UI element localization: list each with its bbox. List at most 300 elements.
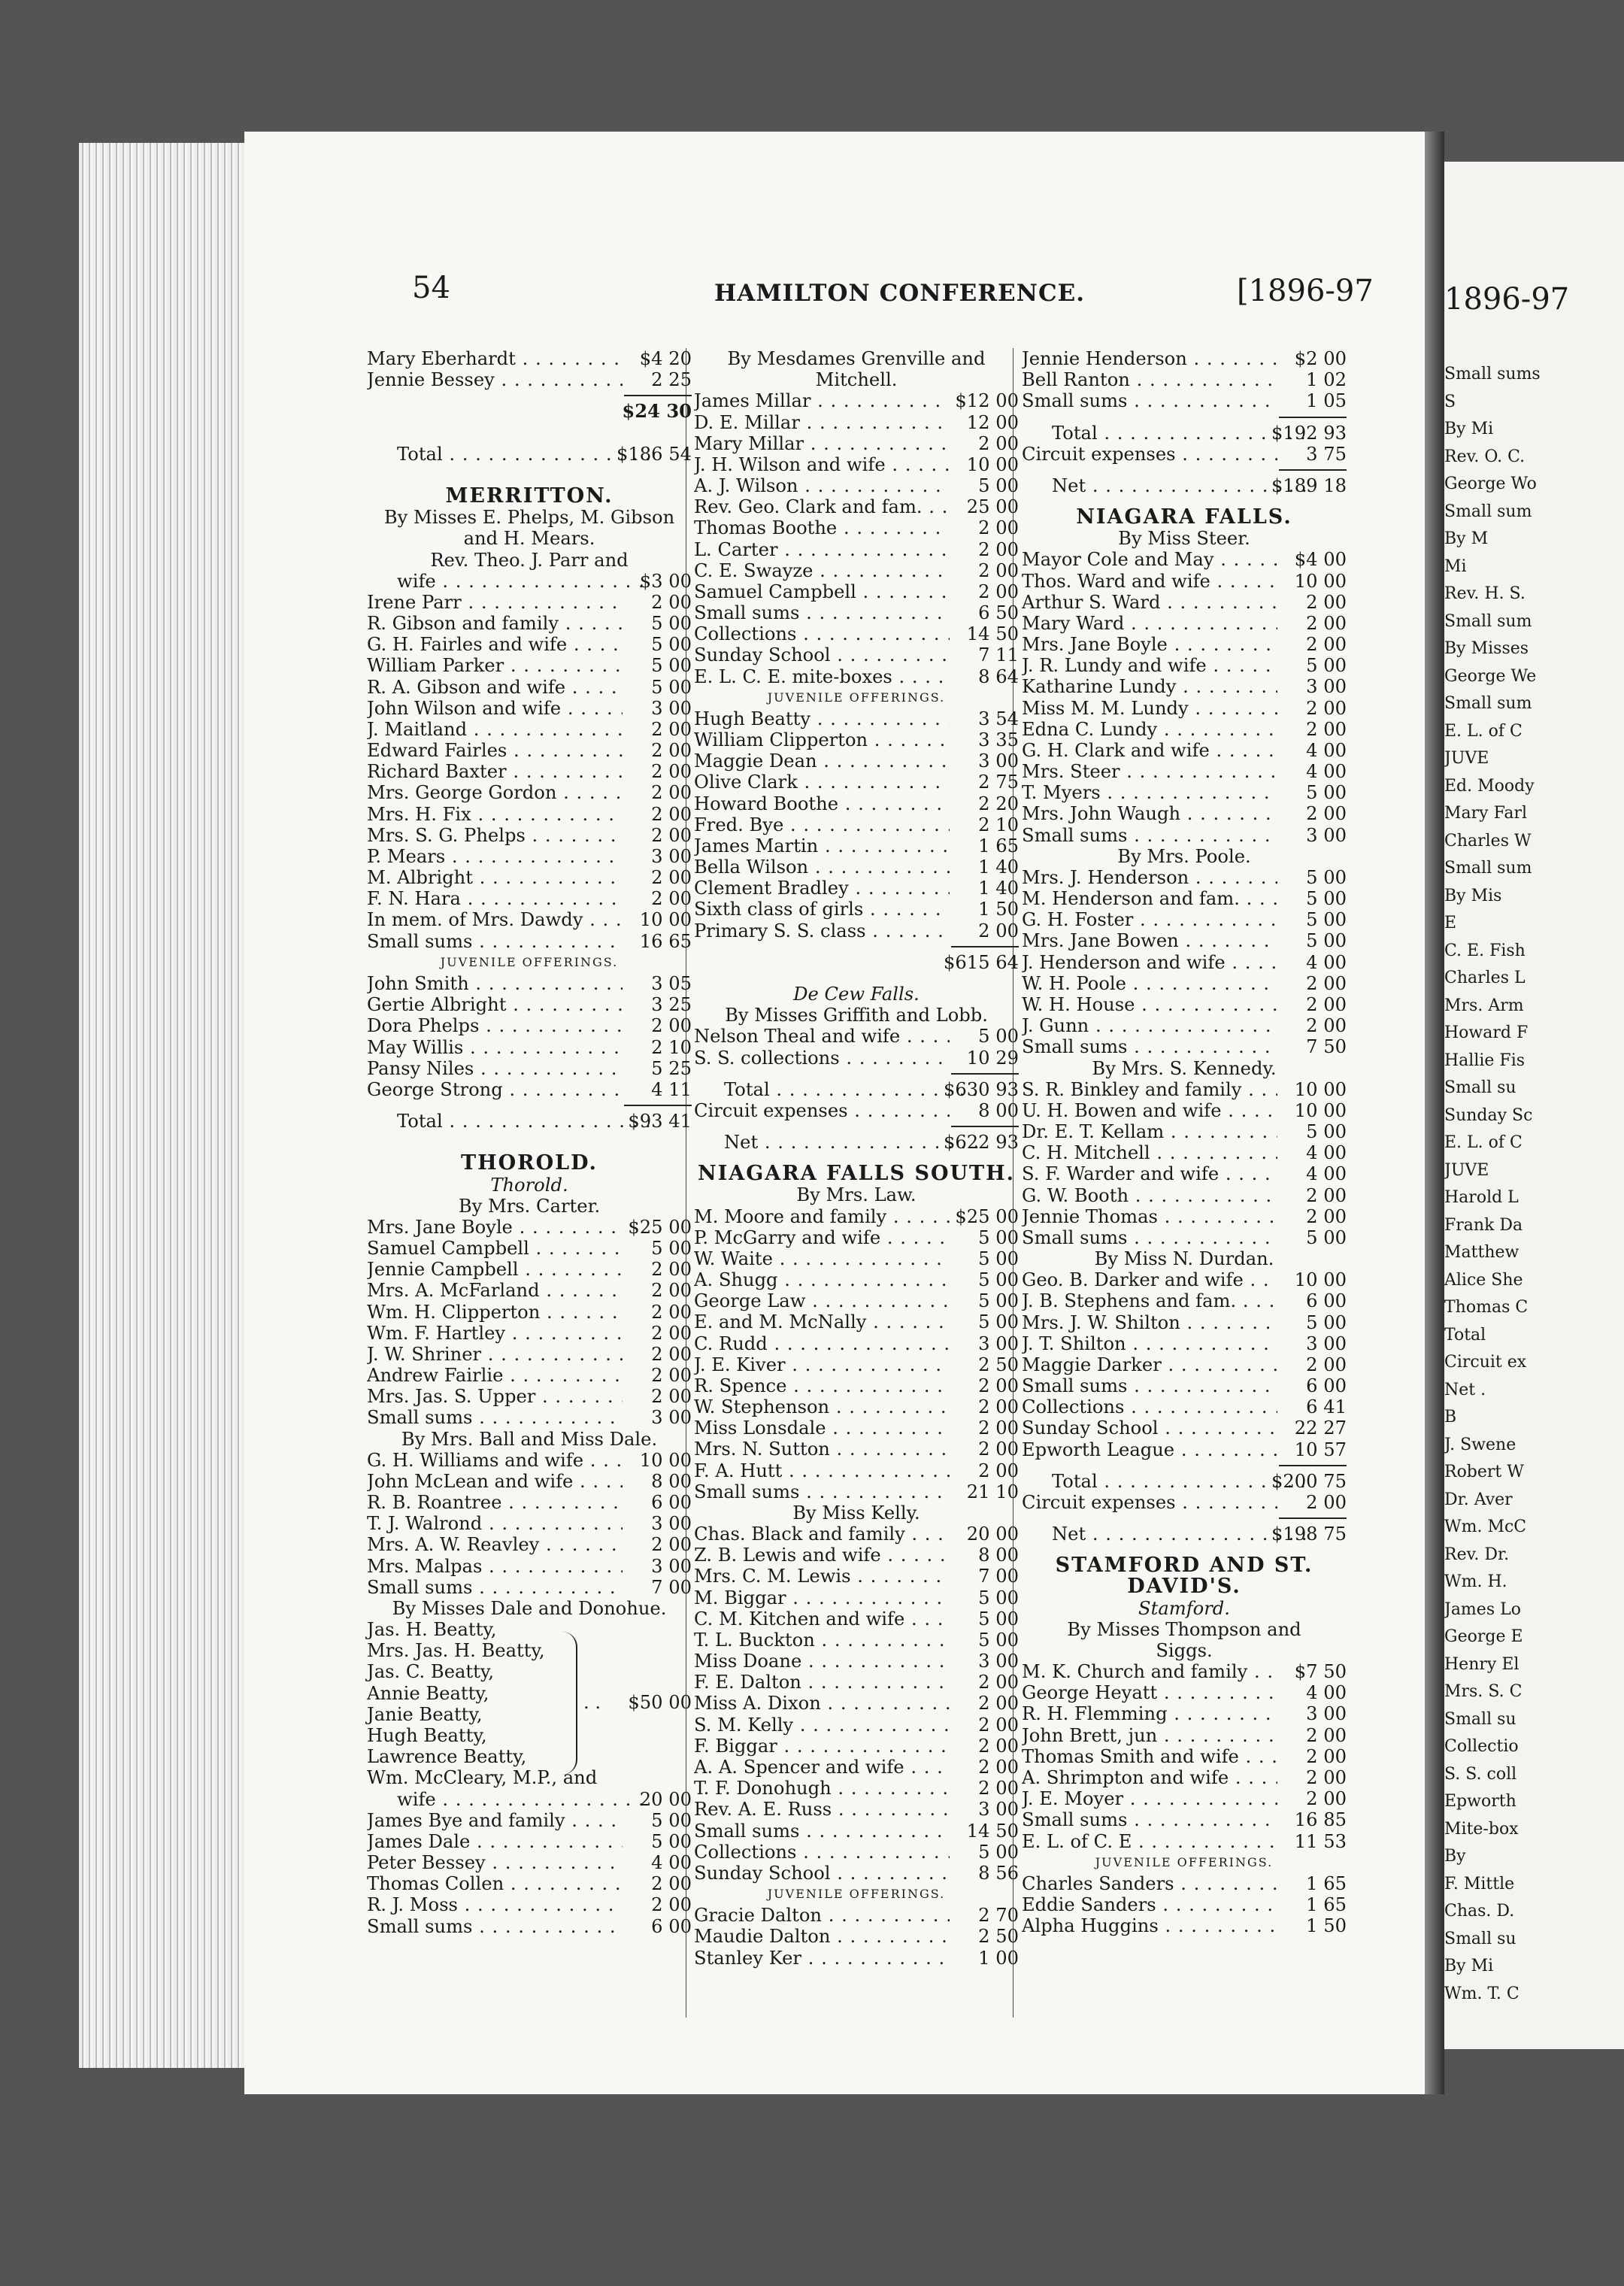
entry-amount: $186 54: [616, 443, 692, 465]
entry-amount: 2 70: [978, 1905, 1019, 1927]
ledger-entry: [367, 401, 692, 422]
next-page-line: Small su: [1444, 1929, 1516, 1948]
entry-amount: 10 00: [1294, 1078, 1347, 1100]
entry-amount: $630 93: [943, 1078, 1019, 1100]
entry-amount: 3 00: [651, 845, 692, 867]
entry-name: A. Shugg . . .: [694, 1269, 950, 1290]
collector-line: By Misses Thompson and: [1067, 1618, 1301, 1640]
entry-name: M. Albright . . .: [367, 867, 623, 888]
entry-name: Thos. Ward and wife . . .: [1022, 571, 1277, 592]
entry-name: Eddie Sanders . . .: [1022, 1894, 1277, 1915]
ledger-entry: [694, 644, 1019, 665]
entry-amount: 8 00: [978, 1099, 1019, 1121]
entry-amount: 2 00: [651, 1322, 692, 1344]
ledger-entry: [367, 1789, 692, 1810]
sum-rule: [367, 1100, 692, 1111]
entry-name: W. Stephenson . . .: [694, 1396, 950, 1417]
ledger-entry: [367, 740, 692, 761]
ledger-entry: [367, 888, 692, 909]
entry-amount: 3 54: [978, 708, 1019, 729]
next-page-line: JUVE: [1444, 749, 1489, 768]
entry-amount: 22 27: [1294, 1417, 1347, 1439]
entry-name: R. J. Moss . . .: [367, 1894, 623, 1915]
ledger-entry: [694, 1227, 1019, 1248]
entry-name: R. Gibson and family . . .: [367, 613, 623, 634]
entry-name: Gertie Albright . . .: [367, 994, 623, 1015]
entry-amount: 5 00: [978, 1841, 1019, 1863]
entry-amount: 5 00: [978, 1226, 1019, 1248]
ledger-entry: [694, 952, 1019, 973]
circuit-heading: NIAGARA FALLS.: [1076, 507, 1292, 529]
entry-name: E. L. C. E. mite-boxes . . .: [694, 666, 950, 687]
ledger-entry: [1022, 592, 1347, 613]
next-page-line: By Mis: [1444, 886, 1502, 905]
entry-name: Miss Doane . . .: [694, 1651, 950, 1672]
entry-name: Mrs. N. Sutton . . .: [694, 1439, 950, 1460]
entry-name: Sixth class of girls . . .: [694, 899, 950, 920]
entry-name: Mrs. Jane Bowen . . .: [1022, 930, 1277, 951]
entry-amount: 5 00: [978, 1248, 1019, 1269]
entry-amount: 10 29: [966, 1047, 1019, 1069]
ledger-entry: [1022, 1767, 1347, 1788]
ledger-entry: [1022, 1809, 1347, 1830]
next-page-line: S: [1444, 392, 1456, 411]
entry-amount: 6 41: [1306, 1396, 1347, 1418]
ledger-entry: [694, 475, 1019, 496]
ledger-entry: [367, 719, 692, 740]
juvenile-offerings-heading: JUVENILE OFFERINGS.: [767, 690, 946, 705]
ledger-entry: [1022, 390, 1347, 411]
entry-name: Pansy Niles . . .: [367, 1058, 623, 1079]
entry-name: John McLean and wife . . .: [367, 1471, 623, 1492]
entry-name: Mary Millar . . .: [694, 433, 950, 454]
entry-amount: 2 00: [1306, 612, 1347, 634]
ledger-entry: [1022, 1375, 1347, 1396]
entry-amount: 2 00: [978, 920, 1019, 941]
ledger-entry: [1022, 1142, 1347, 1163]
ledger-entry: [694, 602, 1019, 623]
ledger-entry: [1022, 930, 1347, 951]
book-page-edges: [79, 143, 267, 2068]
entry-amount: 5 00: [651, 1238, 692, 1260]
entry-amount: 5 00: [1306, 909, 1347, 931]
ledger-entry: [367, 1079, 692, 1100]
entry-name: Collections . . .: [1022, 1396, 1277, 1417]
entry-amount: 6 00: [651, 1492, 692, 1514]
ledger-entry: [1022, 719, 1347, 740]
ledger-entry: [367, 444, 692, 465]
ledger-entry: [367, 804, 692, 825]
entry-amount: 4 00: [1306, 951, 1347, 973]
next-page-line: George E: [1444, 1627, 1523, 1646]
entry-name: Jennie Henderson . . .: [1022, 348, 1277, 369]
entry-amount: 1 02: [1306, 369, 1347, 391]
entry-name: In mem. of Mrs. Dawdy . . .: [367, 909, 623, 930]
ledger-entry: [367, 613, 692, 634]
next-page-line: Chas. D.: [1444, 1902, 1515, 1921]
entry-amount: 5 00: [978, 1608, 1019, 1630]
spacer: [367, 423, 692, 444]
ledger-entry: [367, 994, 692, 1015]
entry-amount: 5 00: [978, 1026, 1019, 1047]
entry-amount: 3 00: [651, 697, 692, 719]
entry-name: wife . . .: [397, 571, 653, 592]
ledger-name-line: Jas. C. Beatty,: [367, 1661, 495, 1683]
brace-leader: . .: [583, 1692, 601, 1714]
ledger-entry: [1022, 1471, 1347, 1492]
entry-amount: $192 93: [1271, 422, 1347, 444]
ledger-entry: [694, 1206, 1019, 1227]
entry-name: R. Spence . . .: [694, 1375, 950, 1396]
next-page-line: Howard F: [1444, 1023, 1529, 1042]
ledger-entry: [694, 517, 1019, 538]
ledger-entry: [1022, 867, 1347, 888]
ledger-entry: [694, 1714, 1019, 1736]
ledger-entry: [367, 698, 692, 719]
entry-amount: $2 00: [1294, 348, 1347, 369]
column-1: [367, 348, 692, 1937]
entry-name: Total . . .: [1052, 423, 1307, 444]
entry-name: Maggie Dean . . .: [694, 750, 950, 772]
next-page-line: Charles L: [1444, 969, 1526, 987]
entry-amount: 10 00: [1294, 1269, 1347, 1291]
ledger-name-line: Annie Beatty,: [367, 1682, 489, 1704]
entry-name: L. Carter . . .: [694, 539, 950, 560]
appointment-subheading: Thorold.: [490, 1174, 568, 1196]
ledger-entry: [367, 1217, 692, 1238]
entry-amount: $615 64: [943, 951, 1019, 973]
entry-amount: 5 00: [1306, 1121, 1347, 1143]
entry-name: Small sums . . .: [1022, 1809, 1277, 1830]
entry-name: Nelson Theal and wife . . .: [694, 1026, 950, 1047]
sum-rule: [694, 1069, 1019, 1079]
collector-line: By Mrs. Poole.: [1117, 845, 1251, 867]
entry-amount: 2 00: [978, 1417, 1019, 1439]
entry-name: Small sums . . .: [367, 931, 623, 952]
entry-name: William Clipperton . . .: [694, 729, 950, 750]
entry-name: Wm. H. Clipperton . . .: [367, 1302, 623, 1323]
entry-name: Total . . .: [724, 1079, 980, 1100]
ledger-entry: [694, 1100, 1019, 1121]
entry-amount: 12 00: [966, 411, 1019, 433]
ledger-entry: [1022, 1661, 1347, 1682]
next-page-line: C. E. Fish: [1444, 941, 1526, 960]
entry-amount: 2 00: [1306, 697, 1347, 719]
collector-line: By Mrs. Ball and Miss Dale.: [401, 1428, 658, 1450]
collector-line: By Misses E. Phelps, M. Gibson: [383, 507, 675, 529]
entry-amount: 10 00: [639, 909, 692, 931]
entry-name: S. S. collections . . .: [694, 1047, 950, 1069]
entry-amount: 4 00: [1306, 1163, 1347, 1185]
entry-amount: $7 50: [1294, 1661, 1347, 1683]
entry-amount: 3 00: [1306, 676, 1347, 698]
ledger-entry: [1022, 782, 1347, 803]
ledger-entry: [367, 1302, 692, 1323]
entry-amount: 2 00: [978, 517, 1019, 539]
entry-amount: $25 00: [628, 1216, 692, 1238]
entry-amount: 7 11: [978, 644, 1019, 666]
ledger-entry: [694, 581, 1019, 602]
entry-amount: 1 65: [978, 835, 1019, 856]
next-page-line: Dr. Aver: [1444, 1490, 1513, 1509]
collector-line: By Misses Dale and Donohue.: [392, 1597, 667, 1619]
ledger-entry: [694, 1587, 1019, 1608]
ledger-entry: [1022, 1312, 1347, 1333]
entry-amount: 20 00: [639, 1788, 692, 1810]
entry-amount: 5 00: [1306, 930, 1347, 952]
next-page-line: Wm. T. C: [1444, 1984, 1519, 2003]
ledger-entry: [694, 1290, 1019, 1311]
entry-amount: 2 00: [1306, 718, 1347, 740]
ledger-entry: [367, 931, 692, 952]
entry-amount: 5 00: [1306, 866, 1347, 888]
ledger-name-line: Janie Beatty,: [367, 1703, 483, 1725]
next-page-line: Small sum: [1444, 611, 1532, 631]
entry-name: D. E. Millar . . .: [694, 412, 950, 433]
entry-name: Samuel Campbell . . .: [367, 1238, 623, 1259]
ledger-entry: [1022, 1206, 1347, 1227]
ledger-entry: [367, 1810, 692, 1831]
ledger-entry: [1022, 825, 1347, 846]
entry-name: Hugh Beatty . . .: [694, 708, 950, 729]
entry-name: Small sums . . .: [1022, 825, 1277, 846]
entry-name: Peter Bessey . . .: [367, 1852, 623, 1873]
next-page-line: E. L. of C: [1444, 1133, 1522, 1152]
next-page-line: Mary Farl: [1444, 804, 1528, 823]
entry-amount: 2 00: [978, 1757, 1019, 1778]
ledger-entry: [367, 1492, 692, 1513]
entry-amount: 2 00: [651, 1015, 692, 1037]
book-gutter: [1425, 132, 1444, 2094]
ledger-entry: [694, 560, 1019, 581]
ledger-entry: [367, 592, 692, 613]
ledger-entry: [367, 677, 692, 698]
entry-name: George Heyatt . . .: [1022, 1682, 1277, 1703]
entry-name: Small sums . . .: [367, 1916, 623, 1937]
entry-name: Z. B. Lewis and wife . . .: [694, 1545, 950, 1566]
next-page-line: Robert W: [1444, 1463, 1524, 1481]
entry-name: Miss M. M. Lundy . . .: [1022, 698, 1277, 719]
entry-amount: 1 65: [1306, 1872, 1347, 1894]
ledger-entry: [1022, 549, 1347, 570]
entry-amount: 3 75: [1306, 443, 1347, 465]
entry-name: Primary S. S. class . . .: [694, 920, 950, 941]
next-page-line: By Mi: [1444, 420, 1494, 438]
entry-amount: 2 00: [1306, 1205, 1347, 1227]
ledger-entry: [367, 1852, 692, 1873]
ledger-entry: [694, 1926, 1019, 1947]
ledger-entry: [694, 539, 1019, 560]
ledger-entry: [694, 1396, 1019, 1417]
entry-name: Circuit expenses . . .: [1022, 1492, 1277, 1513]
entry-amount: 14 50: [966, 1820, 1019, 1842]
ledger-name-line: Wm. McCleary, M.P., and: [367, 1767, 598, 1789]
ledger-entry: [367, 1407, 692, 1428]
entry-amount: 6 00: [1306, 1290, 1347, 1312]
entry-amount: 3 35: [978, 729, 1019, 751]
entry-amount: 2 00: [978, 1672, 1019, 1693]
ledger-entry: [367, 1471, 692, 1492]
entry-amount: 7 00: [978, 1566, 1019, 1587]
ledger-entry: [1022, 973, 1347, 994]
entry-name: Stanley Ker . . .: [694, 1948, 950, 1969]
entry-name: Thomas Collen . . .: [367, 1873, 623, 1894]
ledger-entry: [694, 1311, 1019, 1332]
entry-name: S. M. Kelly . . .: [694, 1714, 950, 1736]
entry-amount: 2 00: [978, 1714, 1019, 1736]
ledger-entry: [694, 1566, 1019, 1587]
entry-name: James Martin . . .: [694, 835, 950, 856]
next-page-line: Small su: [1444, 1078, 1516, 1097]
running-title: HAMILTON CONFERENCE.: [714, 280, 1086, 307]
entry-name: Total . . .: [397, 1111, 653, 1132]
entry-name: Chas. Black and family . . .: [694, 1523, 950, 1545]
next-page-line: S. S. coll: [1444, 1764, 1517, 1784]
spacer: [367, 1132, 692, 1153]
entry-amount: 2 00: [651, 1259, 692, 1281]
ledger-entry: [1022, 676, 1347, 697]
ledger-entry: [694, 496, 1019, 517]
entry-name: Small sums . . .: [1022, 1375, 1277, 1396]
ledger-entry: [1022, 1396, 1347, 1417]
collector-line: Siggs.: [1156, 1639, 1213, 1661]
entry-amount: 2 00: [978, 1439, 1019, 1460]
entry-name: May Willis . . .: [367, 1037, 623, 1058]
entry-amount: 5 00: [651, 634, 692, 656]
entry-amount: $93 41: [628, 1111, 692, 1132]
ledger-entry: [367, 1323, 692, 1344]
entry-amount: 2 00: [978, 581, 1019, 602]
ledger-entry: [1022, 1269, 1347, 1290]
entry-amount: 2 00: [1306, 634, 1347, 656]
ledger-entry: [694, 920, 1019, 941]
entry-amount: 5 25: [651, 1057, 692, 1079]
entry-amount: 4 00: [1306, 1682, 1347, 1704]
entry-amount: 5 00: [978, 1290, 1019, 1312]
ledger-entry: [694, 1757, 1019, 1778]
ledger-entry: [694, 856, 1019, 878]
ledger-entry: [367, 634, 692, 655]
collector-line: By Mesdames Grenville and: [727, 348, 986, 369]
entry-amount: 5 00: [1306, 888, 1347, 910]
entry-name: G. H. Foster . . .: [1022, 909, 1277, 930]
ledger-entry: [367, 1280, 692, 1301]
ledger-entry: [1022, 1523, 1347, 1545]
entry-name: Andrew Fairlie . . .: [367, 1365, 623, 1386]
entry-amount: 1 50: [978, 899, 1019, 920]
ledger-name-line: Hugh Beatty,: [367, 1725, 487, 1746]
entry-name: S. R. Binkley and family . . .: [1022, 1079, 1277, 1100]
entry-amount: 2 00: [1306, 1354, 1347, 1375]
ledger-entry: [694, 1948, 1019, 1969]
entry-amount: 16 85: [1294, 1809, 1347, 1831]
sum-rule: [694, 1121, 1019, 1132]
ledger-entry: [367, 761, 692, 782]
ledger-entry: [367, 1037, 692, 1058]
collector-line: By Miss N. Durdan.: [1094, 1248, 1274, 1270]
next-page-line: Net .: [1444, 1380, 1486, 1399]
juvenile-offerings-heading: JUVENILE OFFERINGS.: [440, 954, 619, 969]
entry-amount: $25 00: [955, 1205, 1019, 1227]
sum-rule: [1022, 412, 1347, 423]
column-3: [1022, 348, 1347, 1936]
entry-name: Mrs. Malpas . . .: [367, 1556, 623, 1577]
ledger-entry: [694, 623, 1019, 644]
ledger-entry: [694, 1333, 1019, 1354]
ledger-entry: [694, 814, 1019, 835]
entry-amount: 1 40: [978, 878, 1019, 899]
ledger-entry: [1022, 1100, 1347, 1121]
ledger-entry: [694, 1693, 1019, 1714]
next-page-line: Collectio: [1444, 1737, 1519, 1756]
entry-name: R. A. Gibson and wife . . .: [367, 677, 623, 698]
entry-amount: 2 00: [651, 1386, 692, 1408]
next-page-line: Rev. Dr.: [1444, 1545, 1510, 1564]
juvenile-offerings-heading: JUVENILE OFFERINGS.: [1095, 1854, 1274, 1869]
entry-name: G. H. Williams and wife . . .: [367, 1450, 623, 1471]
entry-name: M. K. Church and family . . .: [1022, 1661, 1277, 1682]
ledger-entry: [1022, 994, 1347, 1015]
entry-amount: 5 00: [1306, 782, 1347, 804]
ledger-entry: [694, 793, 1019, 814]
entry-name: Thomas Smith and wife . . .: [1022, 1746, 1277, 1767]
entry-name: W. H. Poole . . .: [1022, 973, 1277, 994]
entry-name: W. Waite . . .: [694, 1248, 950, 1269]
entry-name: J. Henderson and wife . . .: [1022, 952, 1277, 973]
ledger-entry: [1022, 1163, 1347, 1184]
entry-name: G. H. Fairles and wife . . .: [367, 634, 623, 655]
entry-name: James Bye and family . . .: [367, 1810, 623, 1831]
entry-name: C. M. Kitchen and wife . . .: [694, 1608, 950, 1630]
entry-name: T. J. Walrond . . .: [367, 1513, 623, 1534]
ledger-entry: [1022, 1015, 1347, 1036]
ledger-entry: [694, 1651, 1019, 1672]
entry-amount: 11 53: [1294, 1830, 1347, 1852]
spacer: [694, 973, 1019, 984]
sum-rule: [694, 941, 1019, 952]
ledger-entry: [367, 1513, 692, 1534]
entry-amount: 3 00: [978, 1799, 1019, 1821]
entry-name: Circuit expenses . . .: [694, 1100, 950, 1121]
entry-amount: 4 00: [1306, 761, 1347, 783]
ledger-entry: [367, 348, 692, 369]
entry-name: Mrs. Jas. S. Upper . . .: [367, 1386, 623, 1407]
entry-amount: 1 50: [1306, 1915, 1347, 1937]
ledger-entry: [1022, 1831, 1347, 1852]
ledger-entry: [367, 1238, 692, 1259]
entry-amount: 6 00: [1306, 1375, 1347, 1397]
entry-name: Mrs. John Waugh . . .: [1022, 803, 1277, 824]
next-page-line: Small sum: [1444, 694, 1532, 713]
collector-line: By Misses Griffith and Lobb.: [725, 1005, 988, 1026]
ledger-entry: [367, 1386, 692, 1407]
ledger-entry: [367, 1259, 692, 1280]
entry-amount: 4 00: [1306, 1142, 1347, 1164]
ledger-entry: [1022, 475, 1347, 496]
ledger-entry: [694, 1079, 1019, 1100]
entry-amount: 2 00: [1306, 803, 1347, 825]
entry-amount: 2 00: [978, 1735, 1019, 1757]
entry-name: A. A. Spencer and wife . . .: [694, 1757, 950, 1778]
entry-amount: 3 00: [651, 1555, 692, 1577]
entry-name: F. A. Hutt . . .: [694, 1460, 950, 1481]
ledger-entry: [694, 772, 1019, 793]
entry-amount: 20 00: [966, 1523, 1019, 1545]
entry-amount: 10 00: [639, 1449, 692, 1471]
entry-name: Mrs. Jane Boyle . . .: [1022, 634, 1277, 655]
entry-name: Arthur S. Ward . . .: [1022, 592, 1277, 613]
ledger-entry: [694, 1736, 1019, 1757]
